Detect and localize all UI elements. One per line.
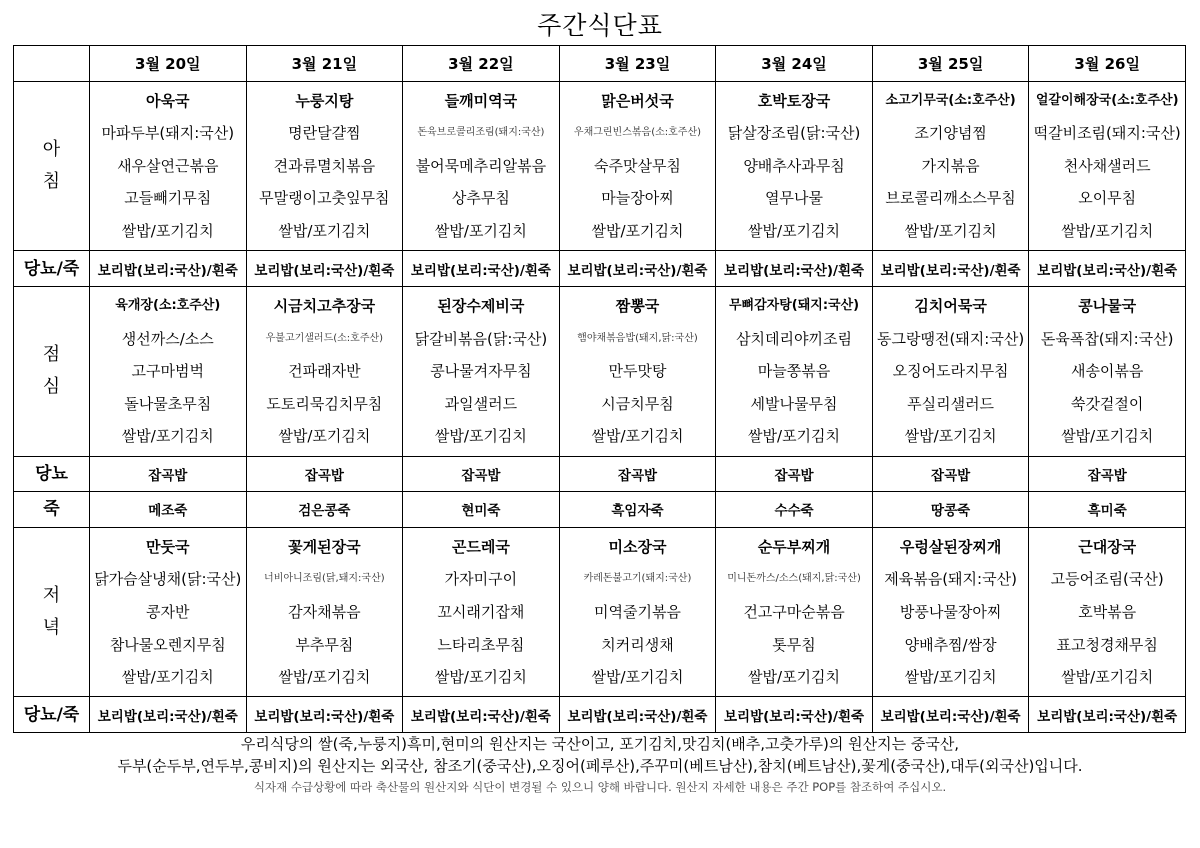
breakfast-row — [14, 81, 1186, 251]
menu-cell — [716, 286, 873, 456]
dish-item: 쌀밥/포기김치 — [1061, 668, 1154, 687]
diet-cell: 잡곡밥 — [90, 456, 247, 492]
dish-item: 숙주맛살무침 — [593, 156, 681, 175]
dish-item: 브로콜리깨소스무침 — [885, 189, 1016, 208]
menu-cell — [403, 527, 560, 697]
diet-cell: 잡곡밥 — [716, 456, 873, 492]
page-title: 주간식단표 — [537, 11, 663, 40]
diet-cell: 보리밥(보리:국산)/흰죽 — [716, 251, 873, 287]
row-label: 아 침 — [14, 81, 90, 251]
dish-item: 오징어도라지무침 — [892, 362, 1009, 381]
dish-item: 참나물오렌지무침 — [109, 635, 226, 654]
day-header: 3월 22일 — [403, 46, 560, 82]
diet-cell: 잡곡밥 — [559, 456, 716, 492]
soup-item: 누룽지탕 — [295, 91, 354, 110]
dish-item: 쌀밥/포기김치 — [591, 221, 684, 240]
dish-item: 톳무침 — [772, 635, 816, 654]
header-row — [14, 46, 1186, 82]
dish-item: 돈육폭찹(돼지:국산) — [1040, 329, 1174, 348]
dish-item: 치커리생채 — [601, 635, 674, 654]
day-header: 3월 23일 — [559, 46, 716, 82]
soup-item: 미소장국 — [608, 537, 667, 556]
row-label: 저 녁 — [14, 527, 90, 697]
dish-item: 쌀밥/포기김치 — [904, 427, 997, 446]
dish-item: 닭살장조림(닭:국산) — [727, 124, 861, 143]
dish-item: 오이무침 — [1078, 189, 1137, 208]
diet-cell: 보리밥(보리:국산)/흰죽 — [559, 697, 716, 733]
lunch-row — [14, 286, 1186, 456]
change-notice: 식자재 수급상황에 따라 축산물의 원산지와 식단이 변경될 수 있으니 양해 바랍니다. 원산지 자세한 내용은 주간 POP를 참조하여 주십시오. — [253, 780, 947, 794]
dish-item: 쌀밥/포기김치 — [591, 427, 684, 446]
dish-item: 마늘쫑볶음 — [757, 362, 831, 381]
dish-item: 고들빼기무침 — [124, 189, 212, 208]
diet-cell: 보리밥(보리:국산)/흰죽 — [872, 697, 1029, 733]
origin-note-line: 우리식당의 쌀(죽,누룽지)흑미,현미의 원산지는 국산이고, 포기김치,맛김치(배추,고춧가루)의 원산지는 중국산, — [240, 735, 960, 753]
dish-item: 꼬시래기잡채 — [437, 602, 525, 621]
dish-item: 느타리초무침 — [437, 635, 525, 654]
dish-item: 양배추찜/쌈장 — [904, 635, 997, 654]
dish-item: 세발나물무침 — [750, 394, 838, 413]
day-header: 3월 26일 — [1029, 46, 1186, 82]
dish-item: 불어묵메추리알볶음 — [415, 156, 547, 175]
row-label: 점 심 — [14, 286, 90, 456]
dish-item: 동그랑땡전(돼지:국산) — [877, 329, 1025, 348]
day-header: 3월 21일 — [246, 46, 403, 82]
corner-cell — [14, 46, 90, 82]
dish-item: 호박볶음 — [1078, 602, 1137, 621]
soup-item: 육개장(소:호주산) — [115, 298, 221, 314]
dish-item: 떡갈비조림(돼지:국산) — [1033, 124, 1181, 143]
dish-item: 쌀밥/포기김치 — [278, 427, 371, 446]
diet-cell: 보리밥(보리:국산)/흰죽 — [403, 251, 560, 287]
soup-item: 맑은버섯국 — [601, 91, 674, 110]
soup-item: 얼갈이해장국(소:호주산) — [1035, 92, 1179, 108]
diet-cell: 보리밥(보리:국산)/흰죽 — [559, 251, 716, 287]
soup-item: 소고기무국(소:호주산) — [885, 92, 1016, 108]
weekly-menu-table — [13, 45, 1186, 733]
soup-item: 들깨미역국 — [444, 91, 518, 110]
menu-cell — [90, 81, 247, 251]
dish-item: 표고청경채무침 — [1056, 635, 1158, 654]
row-label: 당뇨/죽 — [14, 251, 90, 287]
diet-cell: 보리밥(보리:국산)/흰죽 — [246, 697, 403, 733]
dish-item: 쌀밥/포기김치 — [434, 668, 527, 687]
dish-item: 우불고기샐러드(소:호주산) — [265, 332, 384, 344]
breakfast-diet-row — [14, 251, 1186, 287]
dish-item: 마늘장아찌 — [601, 189, 674, 208]
dish-item: 가지볶음 — [921, 156, 980, 175]
diet-cell: 수수죽 — [716, 492, 873, 528]
dish-item: 시금치무침 — [601, 394, 674, 413]
diet-cell: 흑미죽 — [1029, 492, 1186, 528]
dish-item: 미역줄기볶음 — [593, 602, 681, 621]
menu-cell — [872, 286, 1029, 456]
dinner-row — [14, 527, 1186, 697]
soup-item: 꽃게된장국 — [288, 537, 361, 556]
soup-item: 아욱국 — [146, 91, 190, 110]
dish-item: 열무나물 — [765, 189, 824, 208]
origin-note-line: 두부(순두부,연두부,콩비지)의 원산지는 외국산, 참조기(중국산),오징어(페루산),주꾸미(베트남산),참치(베트남산),꽃게(중국산),대두(외국산)입니다. — [117, 757, 1083, 775]
diet-cell: 보리밥(보리:국산)/흰죽 — [90, 697, 247, 733]
dish-item: 너비아니조림(닭,돼지:국산) — [264, 573, 385, 585]
menu-cell — [716, 81, 873, 251]
diet-cell: 보리밥(보리:국산)/흰죽 — [716, 697, 873, 733]
menu-cell — [403, 286, 560, 456]
menu-cell — [716, 527, 873, 697]
diet-cell: 잡곡밥 — [1029, 456, 1186, 492]
dish-item: 명란달걀찜 — [288, 124, 361, 143]
dish-item: 만두맛탕 — [608, 362, 667, 381]
menu-cell — [246, 286, 403, 456]
dish-item: 쌀밥/포기김치 — [121, 668, 214, 687]
dish-item: 고등어조림(국산) — [1050, 570, 1164, 589]
soup-item: 곤드레국 — [451, 537, 510, 556]
soup-item: 무뼈감자탕(돼지:국산) — [728, 298, 860, 314]
diet-cell: 보리밥(보리:국산)/흰죽 — [1029, 251, 1186, 287]
menu-cell — [1029, 81, 1186, 251]
soup-item: 시금치고추장국 — [273, 297, 376, 316]
dish-item: 카레돈불고기(돼지:국산) — [583, 573, 692, 585]
menu-cell — [559, 81, 716, 251]
dish-item: 조기양념찜 — [914, 124, 987, 143]
dish-item: 쑥갓겉절이 — [1070, 394, 1144, 413]
dish-item: 닭가슴살냉채(닭:국산) — [94, 570, 242, 589]
dish-item: 과일샐러드 — [444, 394, 518, 413]
dish-item: 햄야채볶음밥(돼지,닭:국산) — [577, 332, 698, 344]
menu-cell — [90, 286, 247, 456]
dish-item: 삼치데리야끼조림 — [736, 329, 852, 348]
dish-item: 견과류멸치볶음 — [273, 156, 376, 175]
dish-item: 건고구마순볶음 — [743, 602, 845, 621]
dish-item: 쌀밥/포기김치 — [121, 427, 214, 446]
dish-item: 쌀밥/포기김치 — [121, 221, 214, 240]
dish-item: 쌀밥/포기김치 — [748, 427, 841, 446]
menu-cell — [872, 81, 1029, 251]
dish-item: 방풍나물장아찌 — [899, 602, 1002, 621]
menu-cell — [90, 527, 247, 697]
soup-item: 된장수제비국 — [437, 297, 525, 316]
dish-item: 생선까스/소스 — [121, 329, 214, 348]
diet-cell: 흑임자죽 — [559, 492, 716, 528]
dish-item: 쌀밥/포기김치 — [904, 668, 997, 687]
dish-item: 쌀밥/포기김치 — [904, 221, 997, 240]
soup-item: 순두부찌개 — [757, 537, 831, 556]
dinner-diet-row — [14, 697, 1186, 733]
dish-item: 푸실리샐러드 — [907, 394, 995, 413]
soup-item: 콩나물국 — [1078, 297, 1137, 316]
soup-item: 짬뽕국 — [615, 297, 660, 316]
day-header: 3월 20일 — [90, 46, 247, 82]
dish-item: 새송이볶음 — [1070, 362, 1144, 381]
dish-item: 쌀밥/포기김치 — [278, 221, 371, 240]
menu-cell — [559, 527, 716, 697]
day-header: 3월 24일 — [716, 46, 873, 82]
dish-item: 돌나물초무침 — [124, 394, 212, 413]
dish-item: 부추무침 — [295, 635, 354, 654]
row-label: 죽 — [14, 492, 90, 528]
dish-item: 쌀밥/포기김치 — [748, 668, 841, 687]
menu-cell — [246, 527, 403, 697]
diet-cell: 검은콩죽 — [246, 492, 403, 528]
diet-cell: 보리밥(보리:국산)/흰죽 — [90, 251, 247, 287]
dish-item: 감자채볶음 — [288, 602, 361, 621]
dish-item: 콩나물겨자무침 — [430, 362, 532, 381]
diet-cell: 보리밥(보리:국산)/흰죽 — [246, 251, 403, 287]
dish-item: 도토리묵김치무침 — [266, 394, 383, 413]
dish-item: 양배추사과무침 — [743, 156, 845, 175]
diet-cell: 잡곡밥 — [403, 456, 560, 492]
dish-item: 미니돈까스/소스(돼지,닭:국산) — [727, 573, 861, 585]
dish-item: 제육볶음(돼지:국산) — [884, 570, 1017, 589]
menu-cell — [246, 81, 403, 251]
soup-item: 김치어묵국 — [914, 297, 987, 316]
dish-item: 쌀밥/포기김치 — [591, 668, 684, 687]
diet-cell: 잡곡밥 — [872, 456, 1029, 492]
diet-cell: 보리밥(보리:국산)/흰죽 — [403, 697, 560, 733]
diet-cell: 현미죽 — [403, 492, 560, 528]
diet-cell: 메조죽 — [90, 492, 247, 528]
diet-cell: 보리밥(보리:국산)/흰죽 — [872, 251, 1029, 287]
soup-item: 근대장국 — [1078, 537, 1137, 556]
row-label: 당뇨/죽 — [14, 697, 90, 733]
origin-notes — [0, 733, 1200, 797]
lunch-porridge-row — [14, 492, 1186, 528]
row-label: 당뇨 — [14, 456, 90, 492]
menu-cell — [872, 527, 1029, 697]
dish-item: 돈육브로콜리조림(돼지:국산) — [417, 127, 545, 139]
soup-item: 우렁살된장찌개 — [899, 537, 1002, 556]
day-header: 3월 25일 — [872, 46, 1029, 82]
dish-item: 콩자반 — [146, 602, 190, 621]
dish-item: 쌀밥/포기김치 — [434, 221, 527, 240]
dish-item: 가자미구이 — [444, 570, 518, 589]
dish-item: 상추무침 — [451, 189, 510, 208]
dish-item: 고구마범벅 — [131, 362, 204, 381]
dish-item: 천사채샐러드 — [1063, 156, 1151, 175]
diet-cell: 땅콩죽 — [872, 492, 1029, 528]
dish-item: 닭갈비볶음(닭:국산) — [414, 329, 548, 348]
lunch-diabetic-row — [14, 456, 1186, 492]
dish-item: 쌀밥/포기김치 — [1061, 221, 1154, 240]
menu-cell — [1029, 527, 1186, 697]
soup-item: 만둣국 — [146, 537, 190, 556]
diet-cell: 보리밥(보리:국산)/흰죽 — [1029, 697, 1186, 733]
menu-cell — [559, 286, 716, 456]
dish-item: 쌀밥/포기김치 — [1061, 427, 1154, 446]
menu-cell — [1029, 286, 1186, 456]
dish-item: 우채그린빈스볶음(소:호주산) — [573, 127, 702, 139]
dish-item: 새우살연근볶음 — [117, 156, 219, 175]
menu-cell — [403, 81, 560, 251]
dish-item: 무말랭이고춧잎무침 — [259, 189, 390, 208]
diet-cell: 잡곡밥 — [246, 456, 403, 492]
dish-item: 쌀밥/포기김치 — [278, 668, 371, 687]
soup-item: 호박토장국 — [757, 91, 831, 110]
dish-item: 쌀밥/포기김치 — [748, 221, 841, 240]
dish-item: 쌀밥/포기김치 — [434, 427, 527, 446]
dish-item: 마파두부(돼지:국산) — [101, 124, 235, 143]
dish-item: 건파래자반 — [288, 362, 361, 381]
